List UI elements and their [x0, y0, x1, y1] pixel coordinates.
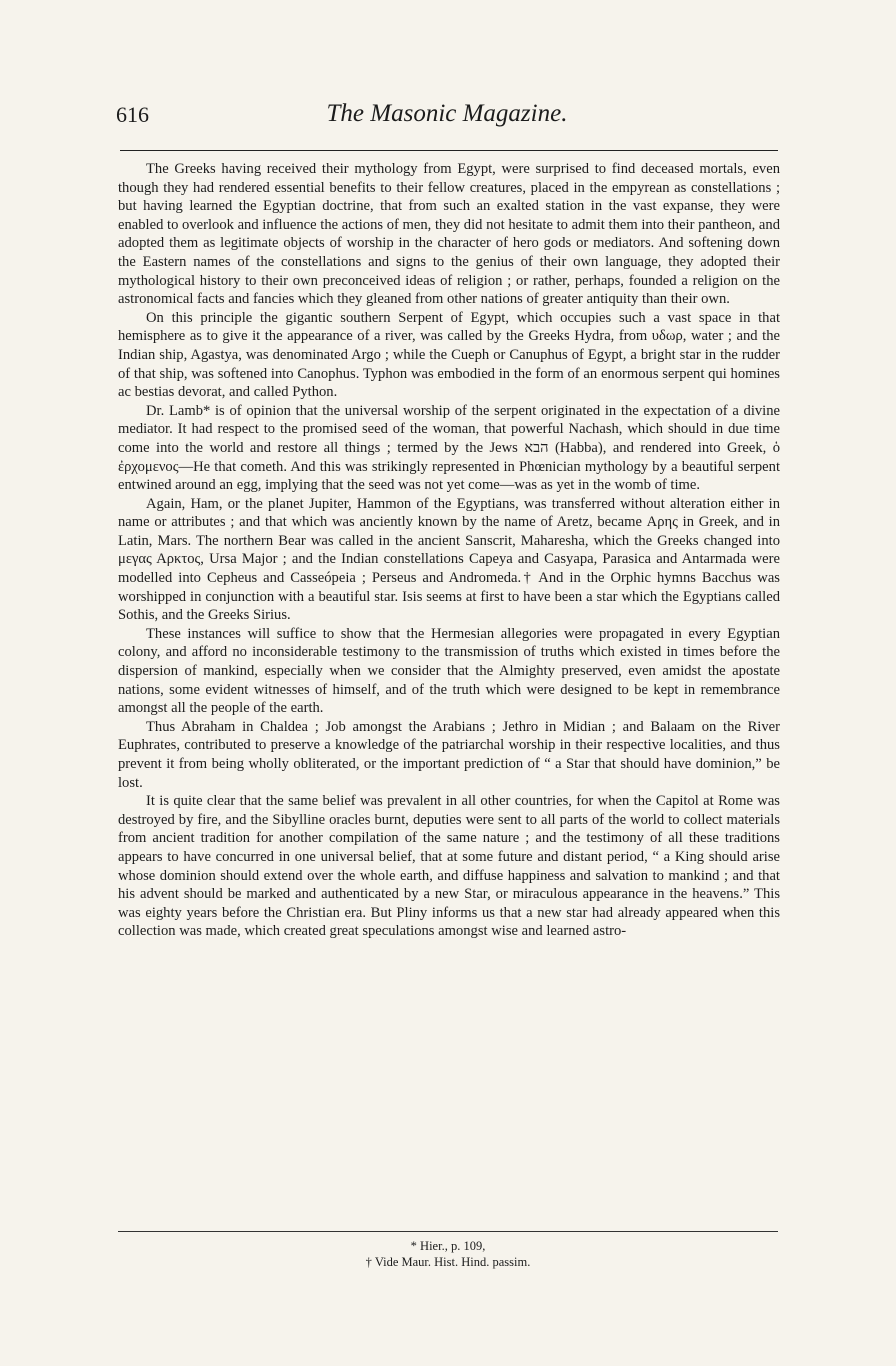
running-title: The Masonic Magazine. — [326, 100, 568, 127]
page-number: 616 — [116, 102, 149, 127]
page-header — [116, 102, 778, 138]
paragraph: Dr. Lamb* is of opinion that the universal worship of the serpent originated in the expectation of a divine mediator. It had respect to the promised seed of the woman, that powerful Nachash, which should in due time come into the world and restore all things ; termed by the Jews הבא (Habba), and rendered into Greek, ὁ ἐρχομενος—He that cometh. And this was strikingly represented in Phœnician mythology by a beautiful serpent entwined around an egg, implying that the seed was not yet come—was as yet in the womb of time. — [118, 402, 781, 494]
article-body — [118, 160, 780, 941]
footnote: * Hier., p. 109, — [410, 1239, 486, 1253]
paragraph: It is quite clear that the same belief was prevalent in all other countries, for when the Capitol at Rome was destroyed by fire, and the Sibylline oracles burnt, deputies were sent to all parts of the world to collect materials from ancient tradition for another compilation of the same nature ; and the testimony of all these traditions appears to have concurred in one universal belief, that at some future and distant period, “ a King should arise whose dominion should extend over the whole earth, and diffuse happiness and salvation to mankind ; and that his advent should be marked and authenticated by a new Star, or miraculous appearance in the heavens.” This was eighty years before the Christian era. But Pliny informs us that a new star had already appeared when this collection was made, which created great speculations amongst wise and learned astro- — [118, 793, 780, 940]
paragraph: These instances will suffice to show that the Hermesian allegories were propagated in every Egyptian colony, and afford no inconsiderable testimony to the transmission of truths which existed in times before the dispersion of mankind, especially when we consider that the Almighty preserved, even amidst the apostate nations, some evident witnesses of himself, and of the truth which were designed to be kept in remembrance amongst all the people of the earth. — [118, 625, 780, 717]
paragraph: On this principle the gigantic southern Serpent of Egypt, which occupies such a vast space in that hemisphere as to give it the appearance of a river, was called by the Greeks Hydra, from υδωρ, water ; and the Indian ship, Agastya, was denominated Argo ; while the Cueph or Canuphus of Egypt, a bright star in the rudder of that ship, was softened into Canophus. Typhon was embodied in the form of an enormous serpent qui homines ac bestias devorat, and called Python. — [118, 309, 780, 401]
paragraph: Thus Abraham in Chaldea ; Job amongst the Arabians ; Jethro in Midian ; and Balaam on the River Euphrates, contributed to preserve a knowledge of the patriarchal worship in their respective localities, and thus prevent it from being wholly obliterated, or the important prediction of “ a Star that should have dominion,” be lost. — [118, 718, 780, 791]
footnote: † Vide Maur. Hist. Hind. passim. — [365, 1255, 531, 1269]
footnote-rule — [118, 1231, 778, 1232]
header-rule — [120, 150, 778, 151]
paragraph: The Greeks having received their mythology from Egypt, were surprised to find deceased mortals, even though they had rendered essential benefits to their fellow creatures, placed in the empyrean as constellations ; but having learned the Egyptian doctrine, that from such an exalted station in the vast expanse, they were enabled to overlook and influence the actions of men, they did not hesitate to admit them into their pantheon, and adopted them as legitimate objects of worship in the character of hero gods or mediators. And softening down the Eastern names of the constellations and signs to the genius of their own language, they adopted their mythological history to their own preconceived ideas of religion ; or rather, perhaps, founded a religion on the astronomical facts and fancies which they gleaned from other nations of greater antiquity than their own. — [118, 161, 780, 308]
footnotes — [118, 1238, 778, 1270]
paragraph: Again, Ham, or the planet Jupiter, Hammon of the Egyptians, was transferred without alteration either in name or attributes ; and that which was anciently known by the name of Aretz, became Αρης in Greek, and in Latin, Mars. The northern Bear was called in the ancient Sanscrit, Maharesha, which the Greeks changed into μεγας Αρκτος, Ursa Major ; and the Indian constellations Capeya and Casyapa, Parasica and Antarmada were modelled into Cepheus and Casseópeia ; Perseus and Andromeda.† And in the Orphic hymns Bacchus was worshipped in conjunction with a beautiful star. Isis seems at first to have been a star which the Egyptians called Sothis, and the Greeks Sirius. — [118, 495, 780, 624]
